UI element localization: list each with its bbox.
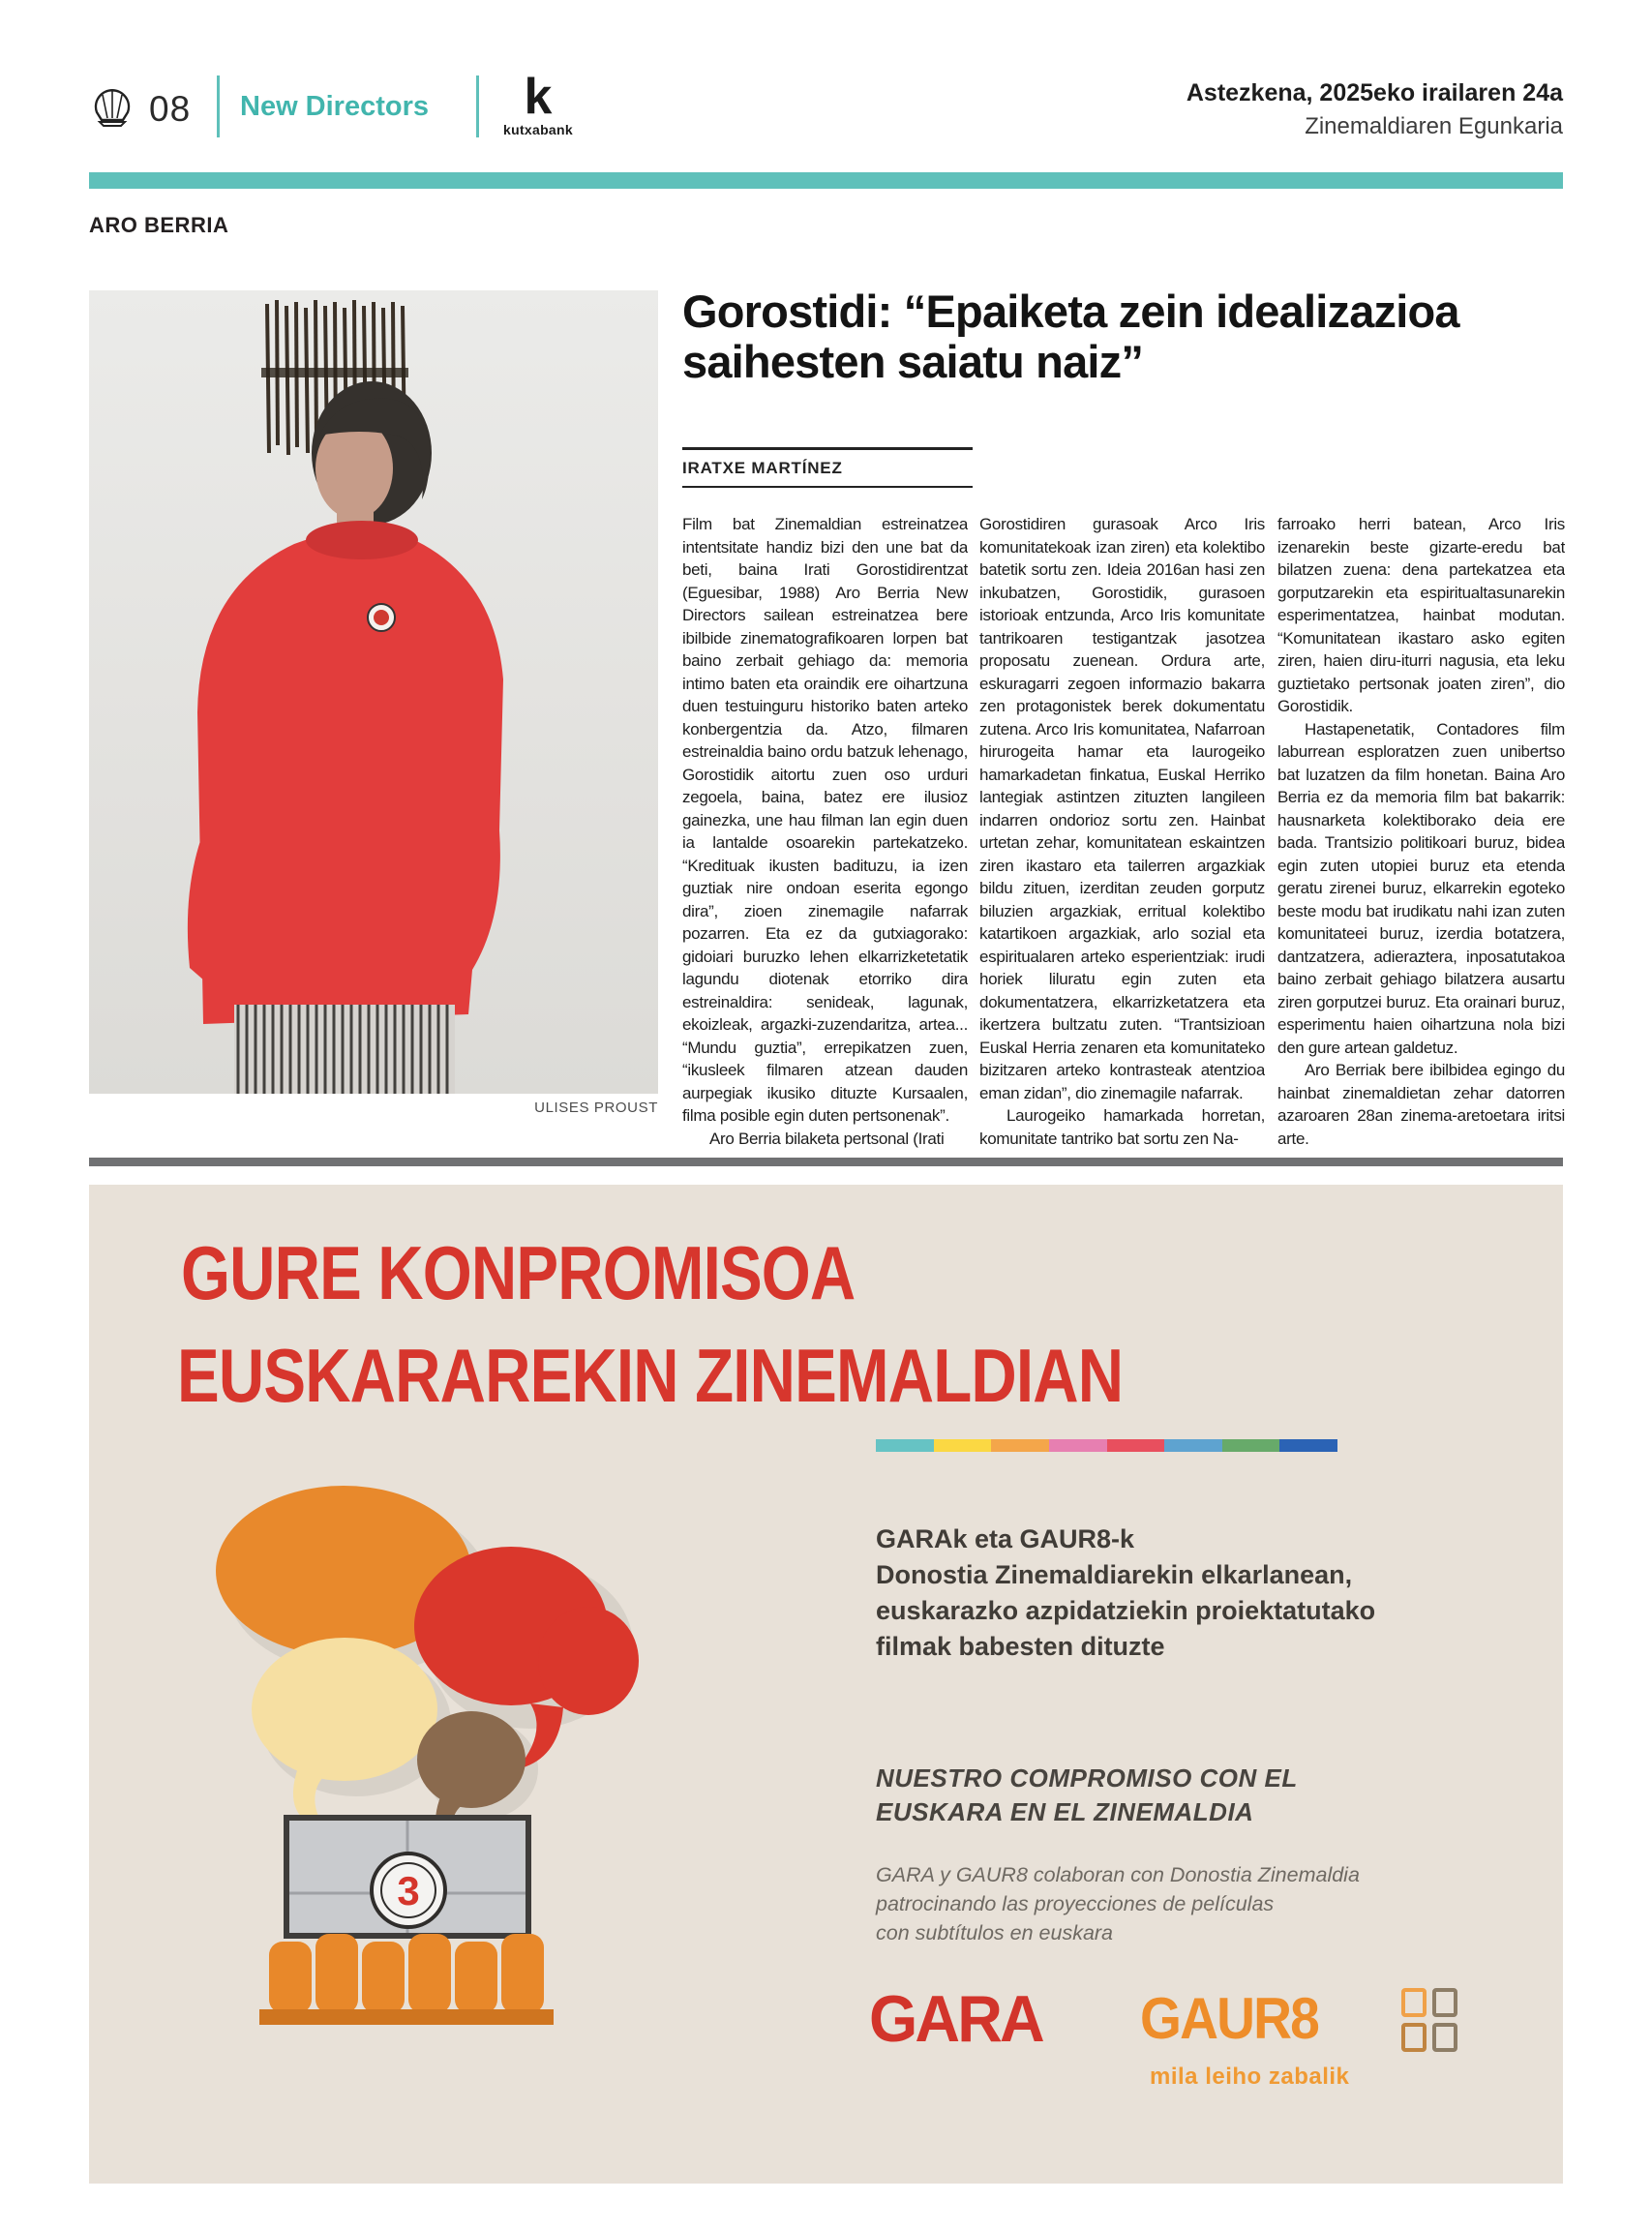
photo-illustration — [89, 290, 658, 1094]
paragraph: Gorostidiren gurasoak Arco Iris komunitatekoak izan ziren) eta kolektibo batetik sortu zen. Ideia 2016an hasi zen inkubatzen, Gorostidik, gurasoen istorioak entzunda, Arco Iris komunitate tantrikoaren testigantzak jasotzea proposatu zuenean. Ordura arte, eskuragarri zegoen informazio bakarra zen protagonistek berek dokumentatu zutena. Arco Iris komunitatea, Nafarroan hirurogeita hamar eta laurogeiko hamarkadetan finkatua, Euskal Herriko lantegiak astintzen zituzten langileen indarren ondorioz sortu zen. Hainbat urtetan zehar, komunitatean eskaintzen ziren ikastaro eta tailerren argazkiak bildu zituen, izerditan zeuden gorputz biluzien argazkiak, erritual kolektibo katartikoen argazkiak, arlo sozial eta espiritualaren arteko esperientziak: irudi horiek liluratu egin zuten eta dokumentatzera, elkarrizketatzera eta ikertzera bultzatu zuten. “Trantsizioan Euskal Herria zenaren eta komunitateko bizitzaren arteko kontrasteak atentzioa eman zidan”, dio zinemagile nafarrak. — [979, 515, 1265, 1102]
paragraph: Film bat Zinemaldian estreinatzea intentsitate handiz bizi den une bat da beti, baina Irati Gorostidirentzat (Eguesibar, 1988) Aro Berria New Directors sailean estreinatzea bere ibilbide zinematografikoaren lorpen bat baino zerbait gehiago da: memoria intimo baten eta oraindik ere oihartzuna duen testuinguru historiko baten arteko konbergentzia da. Atzo, filmaren estreinaldia baino ordu batzuk lehenago, Gorostidik aitortu zuen oso urduri zegoela, baina, batez ere ilusioz gainezka, une hau filman lan egin duen ia lantalde osoarekin partekatzeko. “Kredituak ikusten badituzu, ia izen guztiak nire ondoan eserita egongo dira”, zioen zinemagile nafarrak pozarren. Eta ez da gutxiagorako: gidoiari buruzko lehen elkarrizketetatik lagundu diotenak etorriko dira estreinaldira: senideak, lagunak, ekoizleak, argazki-zuzendaritza, artea... “Mundu guztia”, errepikatzen zuen, “ikusleek filmaren atzean dauden aurpegiak ikusiko dituzte Kursaalen, filma posible egin duten pertsonenak”. — [682, 515, 968, 1125]
ad-basque-line: euskarazko azpidatziekin proiektatutako — [876, 1596, 1376, 1625]
body-column-3 — [1277, 513, 1565, 1152]
cream-speech-bubble — [252, 1638, 437, 1829]
festival-shell-icon — [89, 83, 135, 133]
kutxabank-wordmark: kutxabank — [503, 122, 573, 137]
paragraph: Hastapenetatik, Contadores film laburrean esploratzen zuen unibertso bat luzatzen da film honetan. Baina Aro Berria ez da memoria film bat bakarrik: hausnarketa kolektiborako deia ere bada. Trantsizio politikoari buruz, bidea egin zuten utopiei buruz eta etenda geratu zirenei buruz, elkarrekin egoteko beste modu bat irudikatu nahi izan zuten komunitateei buruz, izerdia botatzera, dantzatzera, adieraztera, inposatutakoa baino zerbait gehiago bilatzera ausartu ziren gorputzei buruz. Eta orainari buruz, esperimentu haien oihartzuna nola bizi den gure artean galdetuz. — [1277, 719, 1565, 1057]
ad-title-line1: GURE KONPROMISOA — [181, 1230, 856, 1315]
cinema-seats — [259, 1934, 554, 2025]
issue-date: Astezkena, 2025eko irailaren 24a — [1186, 79, 1563, 106]
article-headline: Gorostidi: “Epaiketa zein idealizazioa saihesten saiatu naiz” — [682, 286, 1459, 387]
publication-name: Zinemaldiaren Egunkaria — [1305, 113, 1563, 139]
header-divider — [217, 75, 220, 137]
kutxabank-logo — [503, 69, 573, 137]
ad-basque-line: filmak babesten dituzte — [876, 1632, 1165, 1661]
gara-logo: GARA — [869, 1982, 1042, 2056]
stripe-segment — [1222, 1439, 1280, 1452]
section-separator — [89, 1158, 1563, 1166]
person-figure — [188, 381, 503, 1094]
stripe-segment — [1164, 1439, 1222, 1452]
paragraph: farroako herri batean, Arco Iris izenarekin beste gizarte-eredu bat bilatzen zuena: dena partekatzea eta gorputzarekin eta espiritualtasunarekin esperimentatzea, hainbat modutan. “Komunitatean ikastaro asko egiten ziren, haien diru-iturri nagusia, eta leku guztietako pertsonak joaten ziren”, dio Gorostidik. — [1277, 515, 1565, 715]
ad-basque-line: Donostia Zinemaldiarekin elkarlanean, — [876, 1560, 1353, 1589]
gaur8-logo: GAUR8 — [1140, 1986, 1319, 2051]
ad-basque-line: GARAk eta GAUR8-k — [876, 1524, 1135, 1553]
teal-band — [89, 172, 1563, 189]
header-divider — [476, 75, 479, 137]
page-header — [89, 70, 1563, 147]
stripe-segment — [1107, 1439, 1165, 1452]
article-photo — [89, 290, 658, 1094]
gaur8-tagline: mila leiho zabalik — [1150, 2064, 1350, 2090]
striped-skirt — [234, 1005, 455, 1094]
article-kicker: ARO BERRIA — [89, 213, 229, 237]
ad-spanish-text-line: con subtítulos en euskara — [876, 1921, 1114, 1944]
ad-spanish-text-line: GARA y GAUR8 colaboran con Donostia Zinemaldia — [876, 1863, 1360, 1886]
ad-spanish-heading-line: EUSKARA EN EL ZINEMALDIA — [876, 1797, 1254, 1826]
stripe-segment — [1279, 1439, 1337, 1452]
paragraph: Laurogeiko hamarkada horretan, komunitate tantriko bat sortu zen Na- — [979, 1106, 1265, 1148]
ad-spanish-text — [876, 1860, 1360, 1947]
kutxabank-k-mark: k — [524, 69, 553, 125]
stripe-segment — [1049, 1439, 1107, 1452]
body-column-1 — [682, 513, 968, 1152]
ad-basque-text — [876, 1522, 1375, 1665]
paragraph: Aro Berriak bere ibilbidea egingo du hainbat zinemaldietan zehar datorren azaroaren 28an zinema-aretoetara iritsi arte. — [1277, 1061, 1565, 1148]
stripe-segment — [934, 1439, 992, 1452]
ad-spanish-heading-line: NUESTRO COMPROMISO CON EL — [876, 1763, 1298, 1793]
stripe-segment — [991, 1439, 1049, 1452]
countdown-number: 3 — [397, 1868, 420, 1914]
advertisement — [89, 1185, 1563, 2184]
gaur8-windows-icon — [1401, 1988, 1457, 2052]
cinema-screen — [286, 1818, 528, 1936]
stripe-segment — [876, 1439, 934, 1452]
ad-title-line2: EUSKARAREKIN ZINEMALDIAN — [177, 1333, 1124, 1418]
ad-color-stripe — [876, 1439, 1337, 1452]
byline-box — [682, 447, 973, 488]
byline: IRATXE MARTÍNEZ — [682, 459, 843, 477]
paragraph: Aro Berria bilaketa pertsonal (Irati — [709, 1129, 945, 1148]
photo-credit: ULISES PROUST — [534, 1100, 658, 1116]
section-label: New Directors — [240, 91, 430, 122]
page-number: 08 — [149, 89, 192, 129]
ad-illustration — [126, 1479, 639, 2118]
ad-spanish-heading — [876, 1762, 1298, 1829]
ad-spanish-text-line: patrocinando las proyecciones de películas — [876, 1892, 1275, 1915]
body-column-2 — [979, 513, 1265, 1152]
